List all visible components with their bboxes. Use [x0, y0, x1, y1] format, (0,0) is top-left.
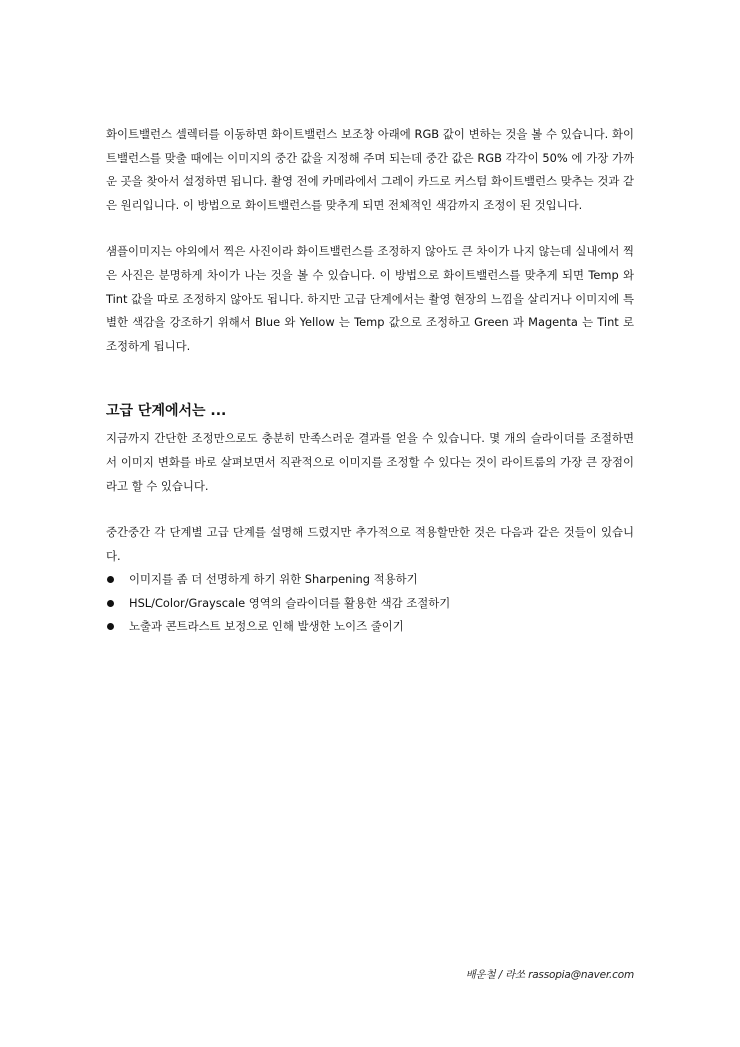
page-footer: 배운철 / 라쏘 rassopia@naver.com — [465, 969, 634, 981]
list-item — [106, 592, 634, 615]
bullet-list — [106, 568, 634, 638]
intro-paragraph-2: 샘플이미지는 야외에서 찍은 사진이라 화이트밸런스를 조정하지 않아도 큰 차이가 나지 않는데 실내에서 찍은 사진은 분명하게 차이가 나는 것을 볼 수 있습니다. 이 방법으로 화이트밸런스를 맞추게 되면 Temp 와 Tint 값을 따로 조정하지 않아도 됩니다. 하지만 고급 단계에서는 촬영 현장의 느낌을 살리거나 이미지에 특별한 색감을 강조하기 위해서 Blue 와 Yellow 는 Temp 값으로 조정하고 Green 과 Magenta 는 Tint 로 조정하게 됩니다. — [106, 244, 634, 353]
document-body — [106, 123, 634, 639]
section-spacer — [106, 358, 634, 399]
list-item — [106, 568, 634, 591]
paragraph-spacer — [106, 217, 634, 240]
section-paragraph-1: 지금까지 간단한 조정만으로도 충분히 만족스러운 결과를 얻을 수 있습니다. 몇 개의 슬라이더를 조절하면서 이미지 변화를 바로 살펴보면서 직관적으로 이미지를 조정할 수 있다는 것이 라이트룸의 가장 큰 장점이라고 할 수 있습니다. — [106, 431, 634, 493]
bullet-icon — [107, 576, 114, 583]
bullet-icon — [107, 600, 114, 607]
list-item-text: HSL/Color/Grayscale 영역의 슬라이더를 활용한 색감 조절하기 — [129, 595, 451, 610]
section-paragraph-2: 중간중간 각 단계별 고급 단계를 설명해 드렸지만 추가적으로 적용할만한 것은 다음과 같은 것들이 있습니다. — [106, 525, 634, 563]
list-item-text: 노출과 콘트라스트 보정으로 인해 발생한 노이즈 줄이기 — [129, 619, 404, 634]
bullet-icon — [107, 623, 114, 630]
list-item-text: 이미지를 좀 더 선명하게 하기 위한 Sharpening 적용하기 — [129, 572, 418, 587]
list-item — [106, 615, 634, 638]
paragraph-spacer — [106, 498, 634, 521]
section-heading: 고급 단계에서는 ... — [106, 403, 227, 420]
intro-paragraph-1: 화이트밸런스 셀렉터를 이동하면 화이트밸런스 보조창 아래에 RGB 값이 변하는 것을 볼 수 있습니다. 화이트밸런스를 맞출 때에는 이미지의 중간 값을 지정해 주며 되는데 중간 값은 RGB 각각이 50% 에 가장 가까운 곳을 찾아서 설정하면 됩니다. 촬영 전에 카메라에서 그레이 카드로 커스텀 화이트밸런스 맞추는 것과 같은 원리입니다. 이 방법으로 화이트밸런스를 맞추게 되면 전체적인 색감까지 조정이 된 것입니다. — [106, 127, 634, 212]
